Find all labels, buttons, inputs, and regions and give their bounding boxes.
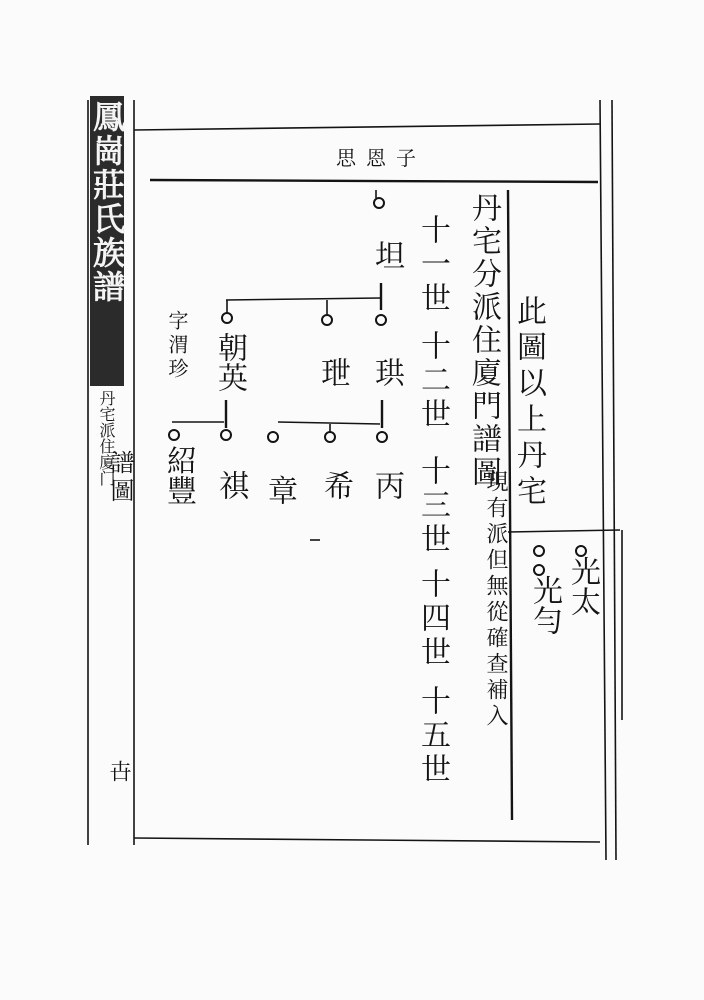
generation-13-label: 十三世 (415, 455, 450, 557)
page-number: 卋 (106, 760, 131, 782)
generation-15-label: 十五世 (415, 685, 450, 787)
node-ring (374, 198, 384, 208)
generation-12-label: 十二世 (415, 330, 450, 432)
chart-title: 譜圖 (106, 450, 134, 506)
person-guang-tai: 光太 (565, 556, 600, 616)
person-qi: 祺 (213, 470, 248, 500)
node-ring (221, 430, 231, 440)
person-xian: 玴 (315, 357, 350, 387)
sibling-bracket (278, 422, 380, 424)
node-ring (534, 565, 544, 575)
person-guang-yun: 光勻 (527, 575, 562, 635)
node-ring (376, 315, 386, 325)
header-label: 思恩子 (336, 146, 426, 170)
person-zhang: 章 (262, 475, 297, 505)
person-xi: 希 (318, 470, 353, 500)
node-ring (222, 313, 232, 323)
node-ring (377, 432, 387, 442)
branch-subtitle: 丹宅派住廈门 (97, 390, 116, 486)
node-ring (322, 315, 332, 325)
spine-title: 鳳崗莊氏族譜 (88, 100, 126, 304)
person-shao-feng: 紹豐 (161, 445, 196, 505)
branch-note: 丹宅分派住廈門譜圖 (466, 192, 501, 489)
branch-note-small: 現有派但無從確查補入 (483, 470, 508, 730)
person-gong: 珙 (369, 357, 404, 387)
node-ring (169, 430, 179, 440)
generation-11-label: 十一世 (415, 214, 450, 316)
person-bing: 丙 (369, 470, 404, 500)
node-ring (534, 546, 544, 556)
person-courtesy-name: 字渭珍 (165, 310, 189, 382)
person-tan: 坦 (369, 240, 404, 270)
node-ring (268, 432, 278, 442)
above-note: 此圖以上丹宅 (511, 295, 546, 511)
person-chao-ying: 朝英 (212, 332, 247, 392)
generation-14-label: 十四世 (415, 568, 450, 670)
node-ring (576, 546, 586, 556)
sibling-bracket (226, 298, 380, 300)
node-ring (325, 432, 335, 442)
